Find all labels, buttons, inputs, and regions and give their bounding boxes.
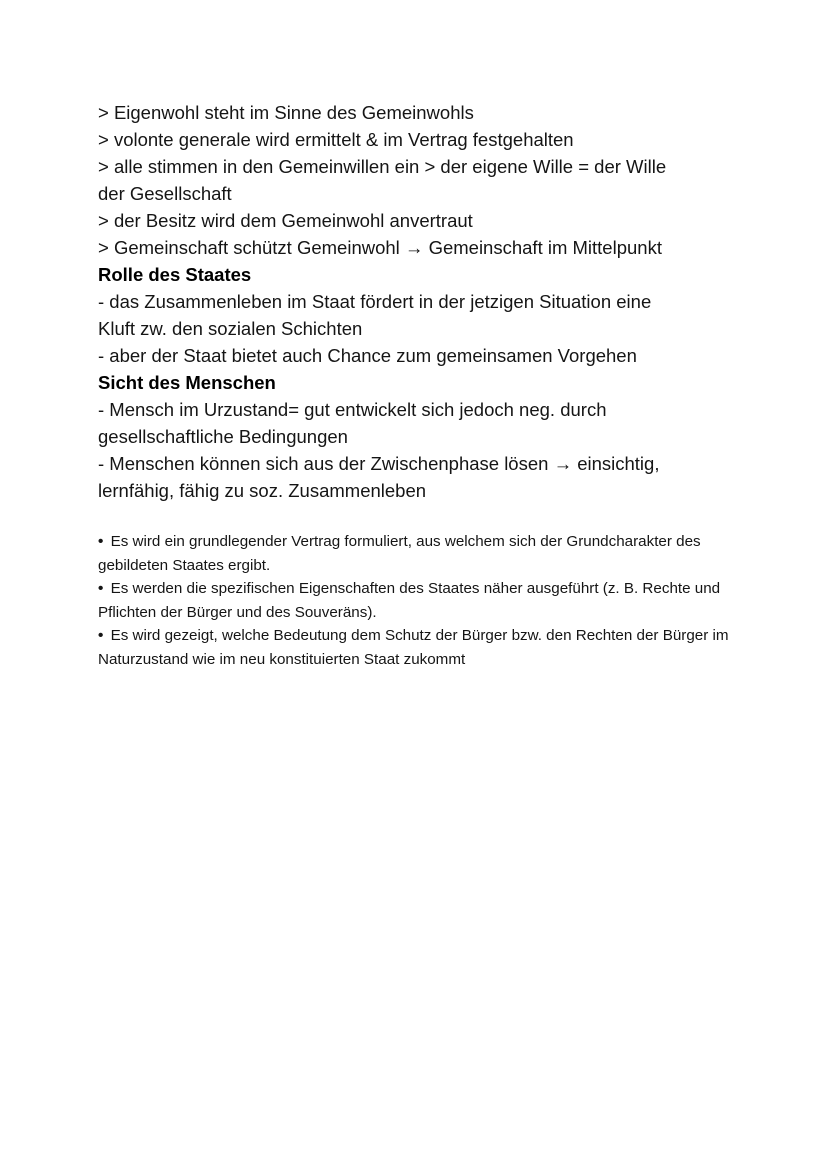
bullet-item: [98, 577, 738, 624]
notes-section: [98, 99, 738, 504]
note-line: - Mensch im Urzustand= gut entwickelt sich jedoch neg. durch: [98, 399, 607, 420]
note-line: > der Besitz wird dem Gemeinwohl anvertraut: [98, 210, 473, 231]
bullet-marker: •: [98, 627, 104, 644]
section-heading-staat: Rolle des Staates: [98, 264, 252, 285]
bullet-text: Es wird gezeigt, welche Bedeutung dem Schutz der Bürger bzw. den Rechten der Bürger im Naturzustand wie im neu konstituierten Staat zukommt: [98, 627, 729, 668]
bullet-marker: •: [98, 580, 104, 597]
note-line: > Gemeinschaft schützt Gemeinwohl → Gemeinschaft im Mittelpunkt: [98, 237, 662, 258]
note-line: der Gesellschaft: [98, 183, 232, 204]
bullet-marker: •: [98, 533, 104, 550]
note-line: > Eigenwohl steht im Sinne des Gemeinwohls: [98, 102, 474, 123]
note-line: > alle stimmen in den Gemeinwillen ein > der eigene Wille = der Wille: [98, 156, 667, 177]
bullet-text: Es werden die spezifischen Eigenschaften des Staates näher ausgeführt (z. B. Rechte und Pflichten der Bürger und des Souveräns).: [98, 580, 721, 621]
note-line: - aber der Staat bietet auch Chance zum gemeinsamen Vorgehen: [98, 345, 637, 366]
note-line: - Menschen können sich aus der Zwischenphase lösen → einsichtig,: [98, 453, 660, 474]
bullet-item: [98, 530, 738, 577]
note-line: lernfähig, fähig zu soz. Zusammenleben: [98, 480, 427, 501]
section-heading-mensch: Sicht des Menschen: [98, 372, 276, 393]
note-line: Kluft zw. den sozialen Schichten: [98, 318, 363, 339]
note-line: gesellschaftliche Bedingungen: [98, 426, 348, 447]
bullet-text: Es wird ein grundlegender Vertrag formuliert, aus welchem sich der Grundcharakter des gebildeten Staates ergibt.: [98, 533, 701, 574]
note-line: - das Zusammenleben im Staat fördert in der jetzigen Situation eine: [98, 291, 652, 312]
bullet-item: [98, 624, 738, 671]
bullet-list: [98, 530, 738, 671]
note-line: > volonte generale wird ermittelt & im Vertrag festgehalten: [98, 129, 574, 150]
